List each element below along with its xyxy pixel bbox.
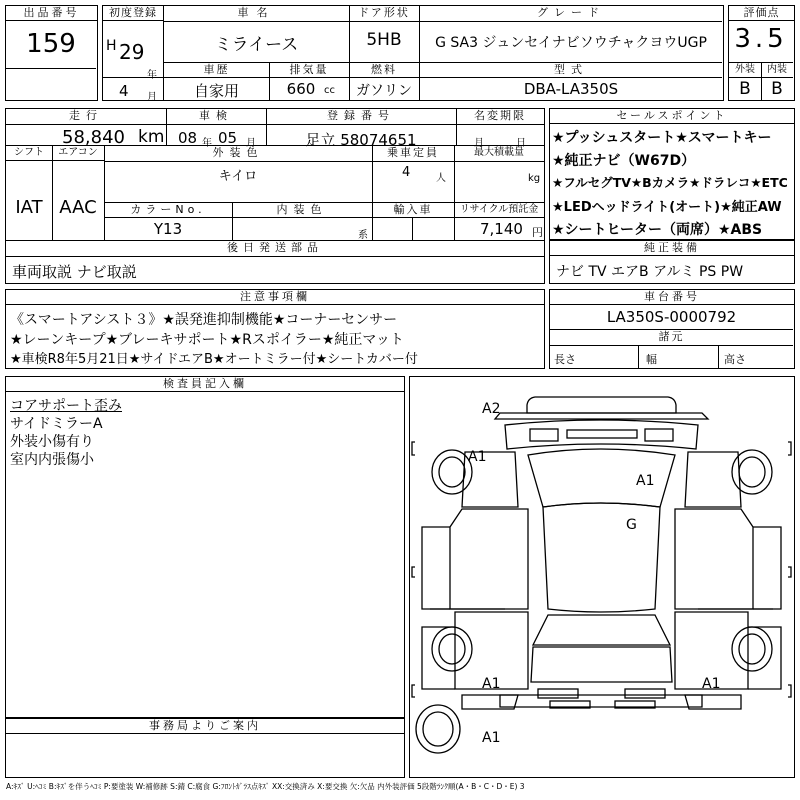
inspector-line: 外装小傷有り xyxy=(10,434,94,450)
name-change-month: 月 xyxy=(474,138,484,149)
score-label: 評価点 xyxy=(729,6,794,21)
notes-line: ★車検R8年5月21日★サイドエアB★オートミラー付★シートカバー付 xyxy=(10,352,418,367)
ext-grade-label: 外装 xyxy=(735,64,755,75)
sales-point-line: ★純正ナビ（W67D） xyxy=(552,153,696,169)
lot-number-value: 159 xyxy=(26,29,76,59)
chassis-box xyxy=(549,289,795,369)
damage-mark-windshield: G xyxy=(626,517,637,533)
legend-text: A:ｷｽﾞ U:ﾍｺﾐ B:ｷｽﾞを伴うﾍｺﾐ P:要塗装 W:補修跡 S:錆 C:腐食 G:ﾌﾛﾝﾄｶﾞﾗｽ点ｷｽﾞ XX:交換済み X:要交換 欠:欠品 内外装評価 5段階ﾗﾝｸ順(A・B・C・D・E) 3 xyxy=(6,782,525,791)
shift-label: シフト xyxy=(14,147,44,158)
model-label: 型式 xyxy=(554,63,588,76)
sales-point-line: ★シートヒーター（両席）★ABS xyxy=(552,222,763,238)
inspection-month: 05 xyxy=(218,129,238,147)
color-no-label: カラーNo. xyxy=(130,203,206,216)
damage-mark-spare: A1 xyxy=(482,730,501,746)
int-grade-value: B xyxy=(771,79,783,99)
fuel-value: ガソリン xyxy=(356,83,412,99)
fuel-label: 燃料 xyxy=(371,63,397,76)
inspector-box xyxy=(5,376,405,718)
history-value: 自家用 xyxy=(193,82,239,100)
color-no-value: Y13 xyxy=(153,220,183,238)
name-change-day: 日 xyxy=(516,138,526,149)
inspection-month-unit: 月 xyxy=(246,138,256,149)
notes-line: 《スマートアシスト３》★誤発進抑制機能★コーナーセンサー xyxy=(10,312,398,328)
int-grade-label: 内装 xyxy=(767,64,787,75)
sales-point-line: ★プッシュスタート★スマートキー xyxy=(552,130,772,146)
damage-diagram xyxy=(409,376,795,778)
damage-mark-bonnet: A1 xyxy=(636,473,655,489)
first-registration-box xyxy=(102,5,164,101)
car-diagram-svg xyxy=(410,377,793,776)
name-change-label: 名変期限 xyxy=(474,109,526,122)
sales-points-label: セールスポイント xyxy=(550,109,794,124)
damage-mark-rear-left: A1 xyxy=(482,676,501,692)
notes-line: ★レーンキープ★ブレーキサポート★Rスポイラー★純正マット xyxy=(10,332,404,348)
displacement-value: 660 xyxy=(286,80,316,98)
mileage-label: 走行 xyxy=(69,109,103,122)
first-reg-month: 4 xyxy=(119,82,129,100)
inspection-label: 車検 xyxy=(199,109,233,122)
regno-label: 登録番号 xyxy=(327,109,395,122)
lot-number-label: 出品番号 xyxy=(6,6,97,21)
mileage-value: 58,840 xyxy=(62,127,125,148)
first-reg-era: H xyxy=(106,38,117,54)
recycle-value: 7,140 xyxy=(480,220,523,238)
later-parts-label: 後日発送部品 xyxy=(227,241,323,254)
capacity-value: 4 xyxy=(402,165,411,180)
inspection-year: 08 xyxy=(178,129,198,147)
ac-value: AAC xyxy=(59,197,97,218)
lot-number-box xyxy=(5,5,98,101)
int-color-label: 内装色 xyxy=(276,203,328,216)
car-name-label: 車名 xyxy=(237,6,276,19)
length-label: 長さ xyxy=(554,353,576,366)
equipment-box xyxy=(549,240,795,284)
inspector-line: コアサポート歪み xyxy=(10,398,122,414)
door-value: 5HB xyxy=(366,30,402,50)
first-reg-year-unit: 年 xyxy=(147,70,157,81)
sales-point-line: ★LEDヘッドライト(オート)★純正AW xyxy=(552,200,782,215)
grade-value: G SA3 ジュンセイナビソウチャクヨウUGP xyxy=(435,35,707,51)
maxload-unit: kg xyxy=(528,173,541,184)
inspector-label: 検査員記入欄 xyxy=(6,377,404,392)
office-box xyxy=(5,718,405,778)
height-label: 高さ xyxy=(724,353,746,366)
regno-value: 足立 58074651 xyxy=(305,131,417,149)
notes-box xyxy=(5,289,545,369)
sales-point-line: ★フルセグTV★Bカメラ★ドラレコ★ETC xyxy=(552,175,788,190)
width-label: 幅 xyxy=(646,353,657,366)
capacity-unit: 人 xyxy=(436,173,446,184)
inspection-year-unit: 年 xyxy=(202,138,212,149)
score-value: 3.5 xyxy=(734,24,788,54)
displacement-label: 排気量 xyxy=(289,63,329,76)
first-registration-label: 初度登録 xyxy=(103,6,163,21)
office-label: 事務局よりご案内 xyxy=(6,719,404,734)
inspector-line: サイドミラーA xyxy=(10,416,103,432)
first-reg-month-unit: 月 xyxy=(147,92,157,103)
sales-points-box xyxy=(549,108,795,240)
vehicle-main-box xyxy=(163,5,724,101)
displacement-unit: cc xyxy=(324,85,335,96)
capacity-label: 乗車定員 xyxy=(387,146,439,159)
door-label: ドア形状 xyxy=(358,6,410,19)
equipment-label: 純正装備 xyxy=(550,241,794,256)
shift-value: IAT xyxy=(15,197,43,218)
history-label: 車歴 xyxy=(203,63,230,76)
details-box xyxy=(5,108,545,284)
ext-color-value: キイロ xyxy=(218,169,258,184)
damage-mark-front-left: A1 xyxy=(468,449,487,465)
car-name-value: ミライース xyxy=(214,35,299,55)
ext-grade-value: B xyxy=(739,79,751,99)
score-box xyxy=(728,5,795,101)
first-reg-year: 29 xyxy=(119,40,145,64)
equipment-value: ナビ TV エアB アルミ PS PW xyxy=(556,264,744,280)
inspector-line: 室内内張傷小 xyxy=(10,452,94,468)
import-label: 輸入車 xyxy=(393,203,433,216)
dimensions-label: 諸元 xyxy=(658,330,685,343)
recycle-label: リサイクル預託金 xyxy=(459,204,539,215)
notes-label: 注意事項欄 xyxy=(6,290,544,305)
damage-mark-front-bumper: A2 xyxy=(482,401,501,417)
model-value: DBA-LA350S xyxy=(523,80,619,98)
later-parts-value: 車両取説 ナビ取説 xyxy=(12,263,137,281)
ac-label: エアコン xyxy=(58,147,98,158)
damage-mark-rear-right: A1 xyxy=(702,676,721,692)
chassis-label: 車台番号 xyxy=(550,290,794,305)
recycle-unit: 円 xyxy=(532,226,543,239)
chassis-value: LA350S-0000792 xyxy=(606,308,737,326)
grade-label: グレード xyxy=(537,6,605,19)
maxload-label: 最大積載量 xyxy=(474,147,524,158)
ext-color-label: 外装色 xyxy=(212,146,264,159)
mileage-unit: km xyxy=(138,127,165,147)
int-color-unit: 系 xyxy=(358,230,368,241)
